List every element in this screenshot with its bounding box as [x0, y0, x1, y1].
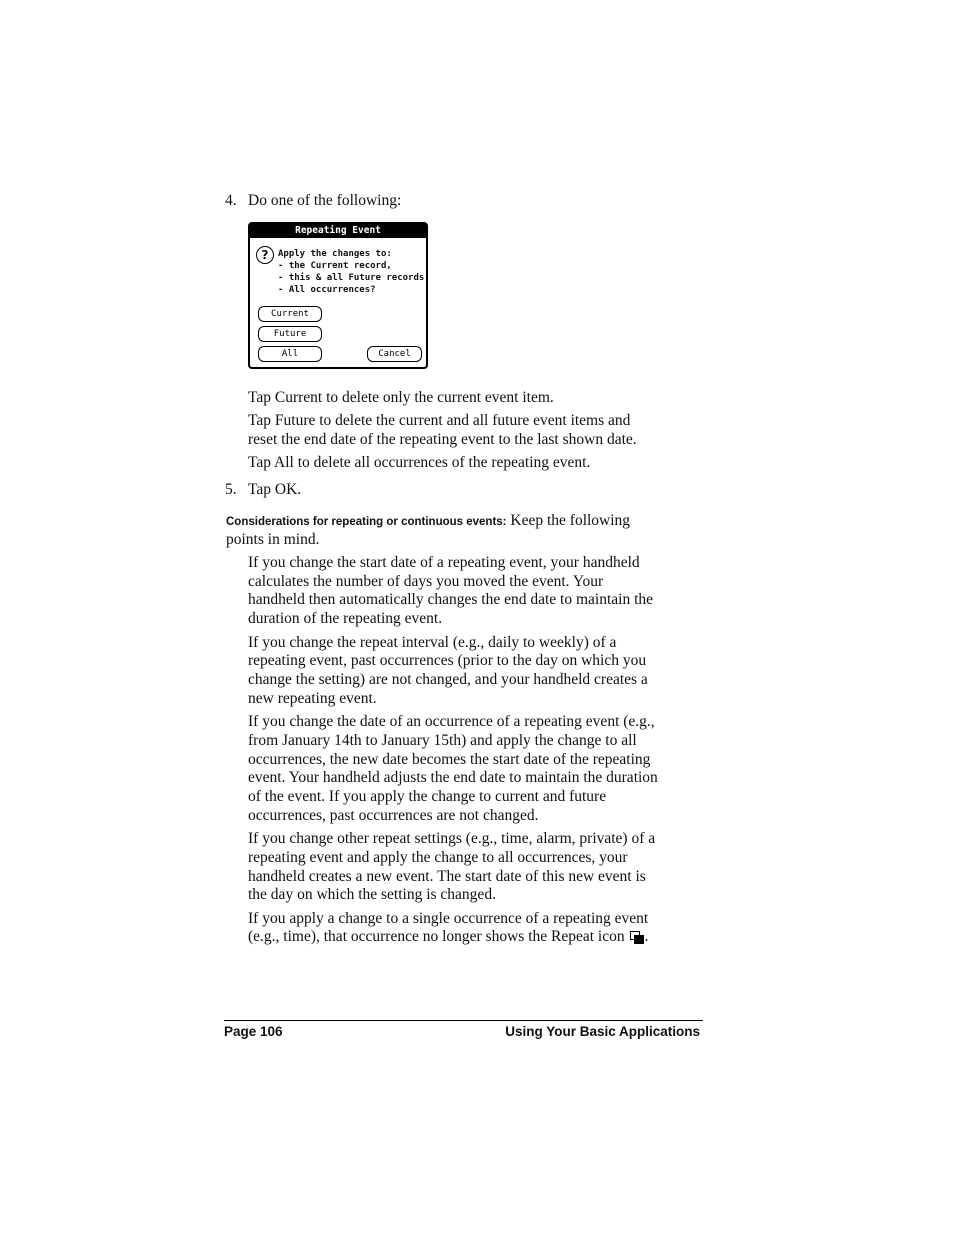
footer-rule [224, 1020, 703, 1021]
repeat-icon [630, 931, 644, 943]
paragraph-line: If you change the start date of a repeating event, your handheld [248, 554, 640, 571]
step-number: 4. [225, 192, 237, 209]
current-button[interactable]: Current [258, 306, 322, 322]
paragraph-line: (e.g., time), that occurrence no longer shows the Repeat icon [248, 928, 625, 945]
paragraph-line: If you apply a change to a single occurrence of a repeating event [248, 910, 649, 927]
paragraph-line: If you change other repeat settings (e.g., time, alarm, private) of a [248, 830, 656, 847]
step-text: Tap OK. [248, 481, 302, 498]
repeating-event-dialog [248, 222, 428, 369]
paragraph-line: If you change the repeat interval (e.g., daily to weekly) of a [248, 634, 617, 651]
dialog-message-line: - the Current record, [278, 261, 392, 271]
step-number: 5. [225, 481, 237, 498]
option-all-text: Tap All to delete all occurrences of the repeating event. [248, 454, 591, 471]
considerations-heading: Considerations for repeating or continuous events: [226, 516, 507, 528]
paragraph-line: occurrences, past occurrences are not changed. [248, 807, 539, 824]
section-title: Using Your Basic Applications [505, 1024, 700, 1039]
paragraph-line: the day on which the setting is changed. [248, 886, 496, 903]
paragraph-line: handheld creates a new event. The start date of this new event is [248, 868, 646, 885]
paragraph-line: occurrences, the new date becomes the start date of the repeating [248, 751, 651, 768]
paragraph-line: from January 14th to January 15th) and apply the change to all [248, 732, 637, 749]
paragraph-line: duration of the repeating event. [248, 610, 443, 627]
paragraph-line: handheld then automatically changes the end date to maintain the [248, 591, 654, 608]
paragraph-line: calculates the number of days you moved the event. Your [248, 573, 604, 590]
paragraph-line: If you change the date of an occurrence of a repeating event (e.g., [248, 713, 655, 730]
considerations-intro-text: points in mind. [226, 531, 320, 548]
sentence-period: . [644, 928, 649, 945]
considerations-intro [226, 512, 630, 532]
paragraph-line: repeating event and apply the change to all occurrences, your [248, 849, 628, 866]
page-number: Page 106 [224, 1024, 283, 1039]
paragraph-line: repeating event, past occurrences (prior to the day on which you [248, 652, 647, 669]
considerations-intro-text: Keep the following [510, 512, 631, 529]
all-button[interactable]: All [258, 346, 322, 362]
paragraph-line: change the setting) are not changed, and your handheld creates a [248, 671, 648, 688]
option-current-text: Tap Current to delete only the current event item. [248, 389, 554, 406]
dialog-title: Repeating Event [250, 224, 426, 238]
future-button[interactable]: Future [258, 326, 322, 342]
paragraph-line: new repeating event. [248, 690, 377, 707]
option-future-text: Tap Future to delete the current and all future event items and [248, 412, 631, 429]
paragraph-line: of the event. If you apply the change to current and future [248, 788, 607, 805]
paragraph-line: event. Your handheld adjusts the end date to maintain the duration [248, 769, 658, 786]
option-future-text: reset the end date of the repeating event to the last shown date. [248, 431, 637, 448]
cancel-button[interactable]: Cancel [367, 346, 422, 362]
dialog-message-line: Apply the changes to: [278, 249, 392, 259]
dialog-message-line: - this & all Future records, [278, 273, 430, 283]
step-text: Do one of the following: [248, 192, 402, 209]
paragraph-line-with-icon [248, 928, 648, 947]
dialog-message-line: - All occurrences? [278, 285, 376, 295]
question-icon: ? [256, 246, 274, 264]
